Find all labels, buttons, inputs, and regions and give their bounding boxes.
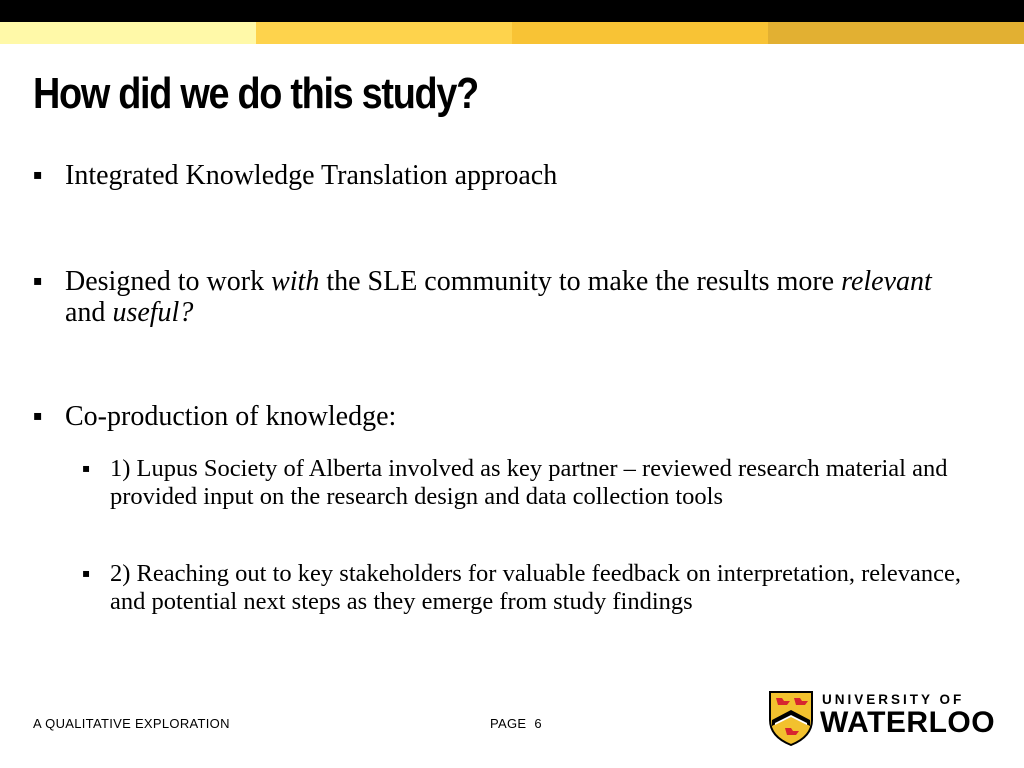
sub-bullet-text: 2) Reaching out to key stakeholders for valuable feedback on interpretation, relevance, and potential next steps as they emerge from study findings: [110, 560, 962, 615]
university-logo: [768, 690, 998, 746]
bullet-text: Designed to work with the SLE community to make the results more relevant and useful?: [65, 266, 932, 328]
logo-waterloo: WATERLOO: [820, 706, 996, 739]
stripe-4: [768, 22, 1024, 44]
stripe-2: [256, 22, 512, 44]
footer-page-number: PAGE 6: [490, 716, 542, 731]
bullet-text: Integrated Knowledge Translation approach: [65, 160, 558, 191]
bullet-mark: ▪: [33, 408, 43, 424]
stripe-1: [0, 22, 256, 44]
sub-bullet-mark: ▪: [82, 461, 91, 475]
university-crest-icon: [768, 690, 814, 746]
bullet-mark: ▪: [33, 273, 43, 289]
color-stripe-bar: [0, 22, 1024, 44]
top-black-bar: [0, 0, 1024, 22]
bullet-mark: ▪: [33, 167, 43, 183]
logo-university-of: UNIVERSITY OF: [822, 692, 965, 707]
sub-bullet-text: 1) Lupus Society of Alberta involved as key partner – reviewed research material and provided input on the research design and data collection tools: [110, 455, 948, 510]
bullet-text: Co-production of knowledge:: [65, 401, 397, 432]
slide-title: How did we do this study?: [33, 69, 478, 118]
stripe-3: [512, 22, 768, 44]
footer-presentation-title: A QUALITATIVE EXPLORATION: [33, 716, 230, 731]
sub-bullet-mark: ▪: [82, 566, 91, 580]
